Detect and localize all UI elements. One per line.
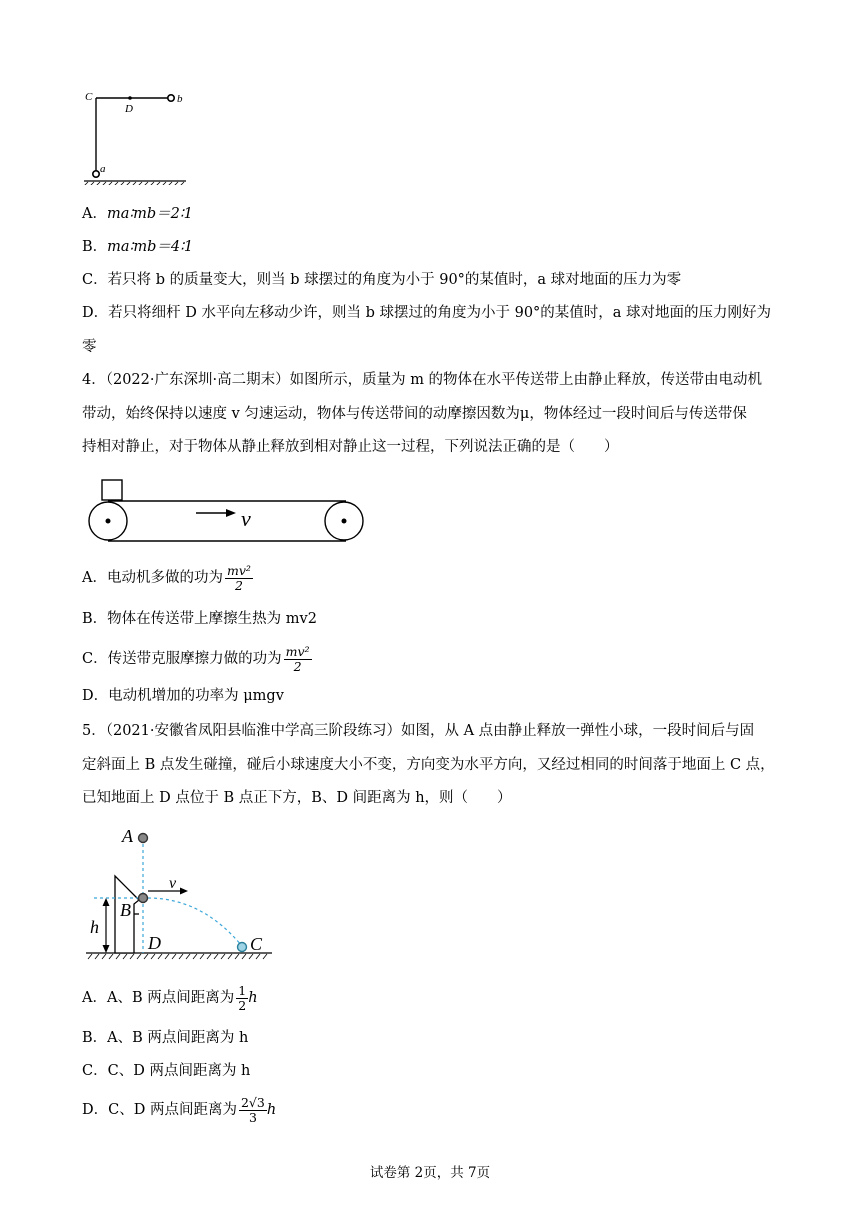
q4-option-d: D．电动机增加的功率为 μmgv [82,688,284,704]
q3-option-d-line1: D．若只将细杆 D 水平向左移动少许，则当 b 球摆过的角度为小于 90°的某值时，a 球对地面的压力刚好为 [82,305,772,321]
q4-stem-line1: 4．（2022·广东深圳·高二期末）如图所示，质量为 m 的物体在水平传送带上由静止释放，传送带由电动机 [82,372,763,388]
label-v: v [241,506,251,531]
q3-option-c: C．若只将 b 的质量变大，则当 b 球摆过的角度为小于 90°的某值时，a 球对地面的压力为零 [82,272,682,288]
q4-stem-line2: 带动，始终保持以速度 v 匀速运动，物体与传送带间的动摩擦因数为μ，物体经过一段时间后与传送带保 [82,406,747,422]
label-b: b [177,93,183,105]
label-c: C [85,91,93,103]
figure-q4-conveyor [82,476,372,548]
q5-stem-line3: 已知地面上 D 点位于 B 点正下方，B、D 间距离为 h，则（ ） [82,790,512,806]
q4-option-c: C．传送带克服摩擦力做的功为 $\frac{\text{mv²}}{2}$ [82,643,310,674]
label-v-velocity: v [169,875,177,892]
q4-option-b: B．物体在传送带上摩擦生热为 mv2 [82,611,317,627]
q4-stem-line3: 持相对静止，对于物体从静止释放到相对静止这一过程，下列说法正确的是（ ） [82,439,619,455]
q5-stem-line2: 定斜面上 B 点发生碰撞，碰后小球速度大小不变，方向变为水平方向，又经过相同的时间落于地面上 C 点， [82,757,775,773]
label-a: a [100,163,106,175]
label-d: D [125,103,133,115]
label-d-point: D [148,933,161,953]
q3-option-a: A．ma∶mb＝2∶1 [82,206,193,222]
q5-stem-line1: 5．（2021·安徽省凤阳县临淮中学高三阶段练习）如图，从 A 点由静止释放一弹性小球，一段时间后与固 [82,723,755,739]
q3-option-d-line2: 零 [82,339,97,355]
q5-option-b: B．A、B 两点间距离为 h [82,1030,249,1046]
label-h: h [90,917,99,937]
figure-q3-pendulum [80,85,190,185]
figure-q5-bounce [82,820,282,965]
label-a-point: A [122,826,133,846]
label-c-point: C [250,934,263,954]
q3-option-b: B．ma∶mb＝4∶1 [82,239,194,255]
q5-option-d: D．C、D 两点间距离为 $\frac{2√3}{3}$ h [82,1094,277,1125]
q5-option-a: A．A、B 两点间距离为 $\frac{1}{2}$ h [82,982,258,1013]
q4-option-a: A．电动机多做的功为 $\frac{\text{mv²}}{2}$ [82,562,251,593]
label-b-point: B [120,900,131,920]
q5-option-c: C．C、D 两点间距离为 h [82,1063,251,1079]
page-footer: 试卷第 2页，共 7页 [369,1165,491,1181]
